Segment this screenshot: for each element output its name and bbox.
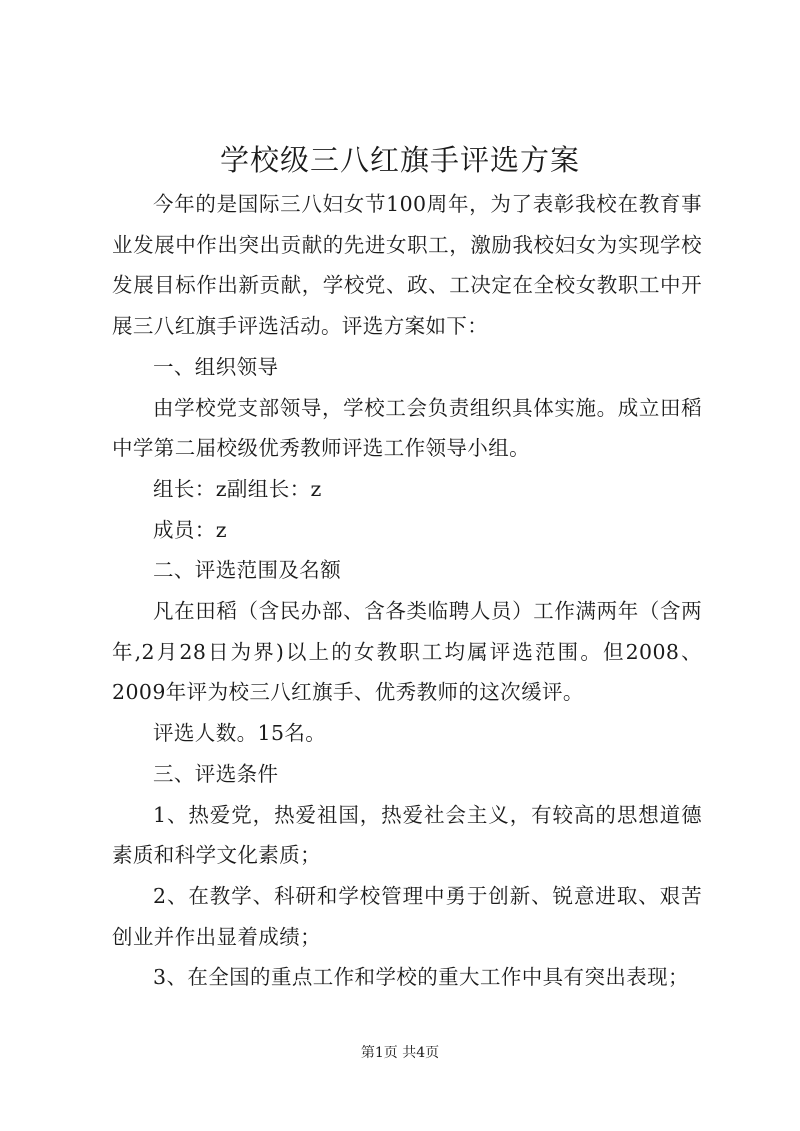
- paragraph-intro: 今年的是国际三八妇女节100周年，为了表彰我校在教育事业发展中作出突出贡献的先进女职工，激励我校妇女为实现学校发展目标作出新贡献，学校党、政、工决定在全校女教职工中开展三八红旗手评选活动。评选方案如下：: [112, 192, 702, 339]
- paragraph-members: 成员：z: [153, 517, 227, 542]
- document-body: [112, 184, 702, 998]
- paragraph-criterion-2: 2、在教学、科研和学校管理中勇于创新、锐意进取、艰苦创业并作出显着成绩；: [112, 883, 702, 949]
- page-number-footer: 第1页 共4页: [360, 1045, 440, 1061]
- paragraph-quota: 评选人数。15名。: [153, 721, 327, 746]
- section-heading-organization: 一、组织领导: [153, 354, 279, 379]
- paragraph-criterion-3: 3、在全国的重点工作和学校的重大工作中具有突出表现；: [153, 965, 689, 990]
- paragraph-scope: 凡在田稻（含民办部、含各类临聘人员）工作满两年（含两年,2月28日为界)以上的女教职工均属评选范围。但2008、2009年评为校三八红旗手、优秀教师的这次缓评。: [112, 599, 702, 705]
- paragraph-criterion-1: 1、热爱党，热爱祖国，热爱社会主义，有较高的思想道德素质和科学文化素质；: [112, 802, 702, 868]
- paragraph-organization: 由学校党支部领导，学校工会负责组织具体实施。成立田稻中学第二届校级优秀教师评选工作领导小组。: [112, 395, 702, 461]
- section-heading-criteria: 三、评选条件: [153, 761, 279, 786]
- paragraph-group-leaders: 组长：z副组长：z: [153, 476, 322, 501]
- section-heading-scope: 二、评选范围及名额: [153, 558, 342, 583]
- document-title: 学校级三八红旗手评选方案: [219, 143, 580, 177]
